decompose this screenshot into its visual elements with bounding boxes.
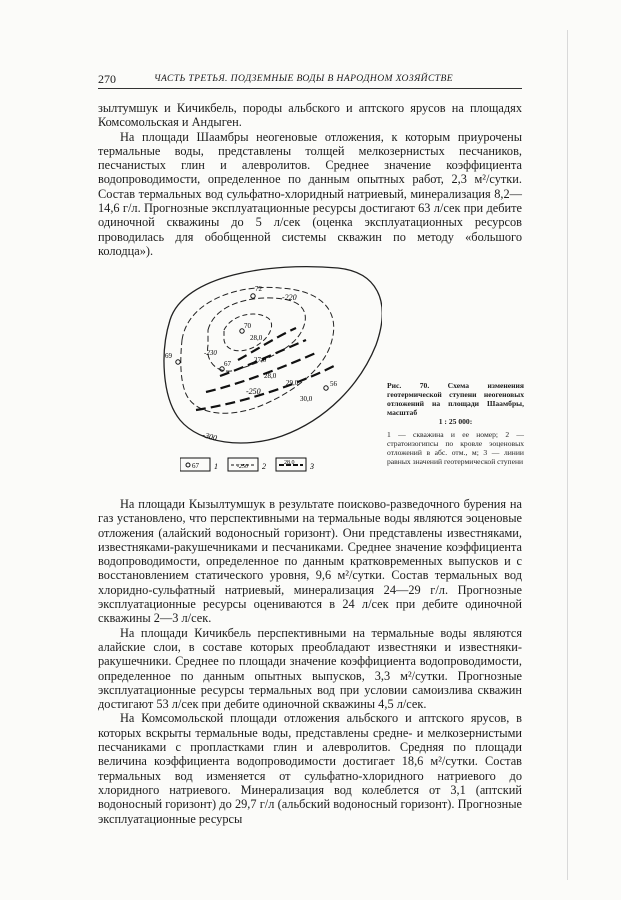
caption-legend: 1 — скважина и ее номер; 2 — стратоизогипсы по кровле эоценовых отложений в абс. отм., м; 3 — линии равных значений геотермической ступени	[387, 430, 524, 466]
contour-line	[164, 267, 382, 443]
page-header	[98, 70, 522, 89]
isotherm-label: 29,0	[286, 379, 299, 387]
legend-symbol: 28,0	[284, 460, 295, 466]
legend-number: 3	[310, 462, 314, 471]
legend-symbol: -250	[237, 464, 248, 470]
well-number: 56	[330, 380, 337, 388]
isotherm-line	[238, 328, 296, 360]
isotherm-label: 30,0	[300, 395, 313, 403]
contour-label: -300	[201, 430, 218, 443]
well-marker	[176, 360, 180, 364]
page-number: 270	[98, 72, 116, 86]
isotherm-label: 28,0	[264, 372, 277, 380]
caption-title: Рис. 70. Схема изменения геотермической ступени неогеновых отложений на площади Шаамбры, масштаб	[387, 381, 524, 417]
body-text-top	[98, 101, 522, 258]
running-title: ЧАСТЬ ТРЕТЬЯ. ПОДЗЕМНЫЕ ВОДЫ В НАРОДНОМ ХОЗЯЙСТВЕ	[154, 73, 454, 84]
caption-scale: 1 : 25 000:	[438, 417, 473, 426]
figure-legend	[180, 456, 340, 474]
contour-label: -230	[204, 349, 217, 357]
paragraph: На площади Кызылтумшук в результате поисково-разведочного бурения на газ установлено, что перспективными на термальные воды являются эоценовые отложения (алайский водоносный горизонт). Они представлены известняками, известняками-ракушечниками и песчаниками. Среднее значение коэффициента водопроводимости, определенное по данным кратковременных выпусков и с восстановлением статического уровня, 9,6 м²/сутки. Состав термальных вод хлоридно-сульфатный натриевый, минерализация 24—29 г/л. Прогнозные эксплуатационные ресурсы оцениваются в 24 л/сек при дебите одиночной скважины 2—3 л/сек.	[98, 497, 522, 626]
well-number: 69	[165, 352, 172, 360]
paragraph: На площади Кичикбель перспективными на термальные воды являются алайские слои, в составе которых преобладают известняки и известняки-ракушечники. Среднее по площади значение коэффициента водопроводимости, определенное по данным опытных выпусков, 3,3 м²/сутки. Прогнозные эксплуатационные ресурсы термальных вод при условии самоизлива скважин достигают 53 л/сек при дебите одиночной скважины 4,5 л/сек.	[98, 625, 522, 712]
well-marker-icon	[186, 463, 190, 467]
well-number: 70	[244, 322, 251, 330]
body-text-bottom	[98, 497, 522, 826]
scan-margin-line	[567, 30, 568, 880]
legend-number: 2	[262, 462, 266, 471]
paragraph: На площади Шаамбры неогеновые отложения, к которым приурочены термальные воды, представлены толщей мелкозернистых песчаников, песчанистых глин и алевролитов. Среднее значение коэффициента водопроводимости, определенное по данным опытных работ, 2,3 м²/сутки. Состав термальных вод сульфатно-хлоридный натриевый, минерализация 8,2—14,6 г/л. Прогнозные эксплуатационные ресурсы достигают 63 л/сек при дебите одиночной скважины до 5 л/сек (оценка эксплуатационных ресурсов проводилась для обобщенной системы скважин по методу «большого колодца»).	[98, 129, 522, 258]
well-number: 67	[224, 360, 231, 368]
well-number: 72	[255, 285, 262, 293]
well-marker	[324, 386, 328, 390]
isotherm-label: 28,0	[250, 334, 263, 342]
well-marker	[251, 294, 255, 298]
paragraph: На Комсомольской площади отложения альбского и аптского ярусов, в которых вскрыты термальные воды, представлены средне- и мелкозернистыми песчаниками с пропластками глин и алевролитов. Средняя по площади величина коэффициента водопроводимости достигает 18,6 м²/сутки. Состав термальных вод изменяется от сульфатно-хлоридного натриевого до хлоридного натриевого. Минерализация вод колеблется от 3,1 (аптский водоносный горизонт) до 29,7 г/л (альбский водоносный горизонт). Прогнозные эксплуатационные ресурсы	[98, 711, 522, 826]
legend-symbol: 67	[192, 462, 199, 470]
isotherm-label: 27,0	[254, 356, 267, 364]
contour-map-figure	[150, 258, 382, 454]
figure-caption	[387, 381, 524, 466]
paragraph: зылтумшук и Кичикбель, породы альбского и аптского ярусов на площадях Комсомольская и Андыген.	[98, 101, 522, 130]
contour-label: -220	[282, 293, 297, 302]
legend-number: 1	[214, 462, 218, 471]
contour-label: -250	[246, 387, 261, 396]
